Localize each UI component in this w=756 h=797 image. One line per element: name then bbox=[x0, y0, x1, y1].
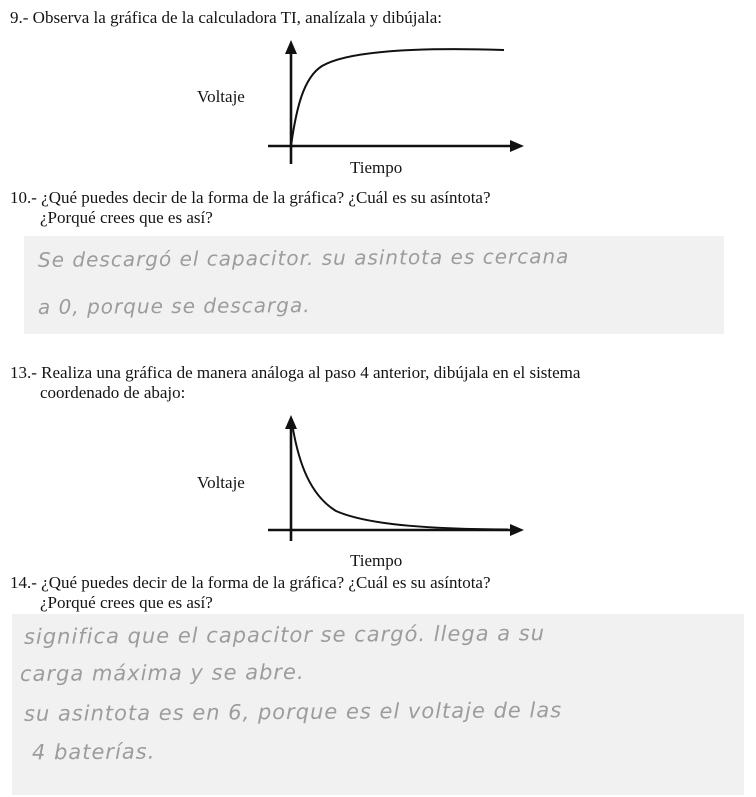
answer-14-handwriting-line3: su asintota es en 6, porque es el voltaje de las bbox=[23, 698, 563, 726]
discharge-y-axis-arrow-icon bbox=[285, 415, 297, 429]
question-10-line1: 10.- ¿Qué puedes decir de la forma de la gráfica? ¿Cuál es su asíntota? bbox=[10, 188, 491, 207]
question-9-text: 9.- Observa la gráfica de la calculadora TI, analízala y dibújala: bbox=[10, 8, 443, 27]
discharge-graph bbox=[258, 415, 526, 545]
question-10-line2: ¿Porqué crees que es así? bbox=[40, 208, 213, 227]
charge-x-axis-arrow-icon bbox=[510, 140, 524, 152]
charge-graph bbox=[258, 40, 526, 168]
answer-10-handwriting-line2: a 0, porque se descarga. bbox=[37, 293, 311, 319]
question-13-line2: coordenado de abajo: bbox=[40, 383, 186, 402]
charge-y-axis-arrow-icon bbox=[285, 40, 297, 54]
question-14-line2: ¿Porqué crees que es así? bbox=[40, 593, 213, 612]
question-13-line1: 13.- Realiza una gráfica de manera análoga al paso 4 anterior, dibújala en el sistema bbox=[10, 363, 581, 382]
question-14-line1: 14.- ¿Qué puedes decir de la forma de la gráfica? ¿Cuál es su asíntota? bbox=[10, 573, 491, 592]
discharge-x-axis-arrow-icon bbox=[510, 524, 524, 536]
discharge-graph-ylabel: Voltaje bbox=[197, 473, 245, 492]
charge-curve bbox=[291, 49, 504, 146]
answer-14-handwriting-line1: significa que el capacitor se cargó. llega a su bbox=[23, 621, 546, 649]
answer-14-handwriting-line4: 4 baterías. bbox=[31, 739, 156, 765]
charge-graph-ylabel: Voltaje bbox=[197, 87, 245, 106]
answer-10-handwriting-line1: Se descargó el capacitor. su asintota es cercana bbox=[37, 244, 570, 272]
answer-14-handwriting-line2: carga máxima y se abre. bbox=[19, 660, 305, 686]
discharge-curve bbox=[293, 429, 508, 530]
discharge-graph-xlabel: Tiempo bbox=[350, 551, 403, 570]
charge-graph-xlabel: Tiempo bbox=[350, 158, 403, 177]
